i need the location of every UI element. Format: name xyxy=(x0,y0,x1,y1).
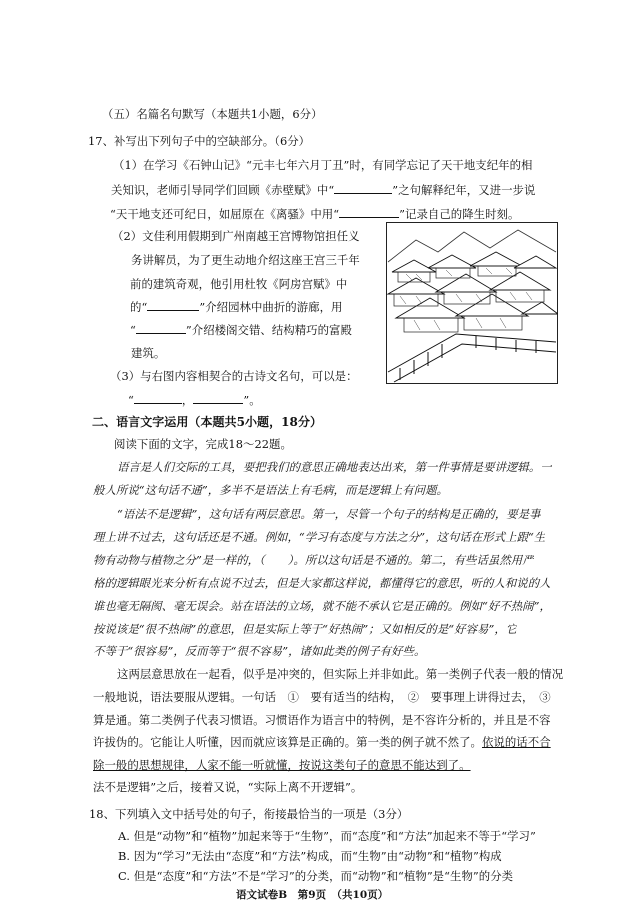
passage-line: 这两层意思放在一起看，似乎是冲突的，但实际上并非如此。第一类例子代表一般的情况 xyxy=(117,667,564,681)
passage-line: “语法不是逻辑”，这句话有两层意思。第一，尽管一个句子的结构是正确的，要是事 xyxy=(117,507,541,521)
page-footer: 语文试卷B 第9页 （共10页） xyxy=(236,889,389,901)
passage-line: 理上讲不过去，这句话还是不通。例如，“学习有态度与方法之分”，这句话在形式上跟“生 xyxy=(93,530,546,544)
q17-part1-line3: “天干地支还可纪日，如屈原在《离骚》中用“ ”记录自己的降生时刻。 xyxy=(110,207,520,221)
question-17-stem: 17、补写出下列句子中的空缺部分。（6分） xyxy=(88,134,311,148)
q17-part2-line2: 务讲解员，为了更生动地介绍这座王宫三千年 xyxy=(131,253,360,267)
q18-option-c[interactable]: C. 但是“态度”和“方法”不是“学习”的分类，而“动物”和“植物”是“生物”的分类 xyxy=(118,869,514,883)
passage-line: 一般地说，语法要服从逻辑。一句话 ① 要有适当的结构， ② 要事理上讲得过去， ③ xyxy=(93,690,551,704)
answer-blank[interactable] xyxy=(134,391,182,404)
answer-blank[interactable] xyxy=(136,321,186,334)
passage-line: 算是通。第二类例子代表习惯语。习惯语作为语言中的特例，是不容许分析的，并且是不容 xyxy=(93,713,551,727)
q18-option-b[interactable]: B. 因为“学习”无法由“态度”和“方法”构成，而“生物”由“动物”和“植物”构成 xyxy=(118,849,502,863)
q17-part2-line6: 建筑。 xyxy=(131,346,166,360)
answer-blank[interactable] xyxy=(339,205,399,218)
q17-part1-line2: 关知识，老师引导同学们回顾《赤壁赋》中“ ”之句解释纪年，又进一步说 xyxy=(111,183,536,197)
passage-line: 谁也毫无隔阂、毫无误会。站在语法的立场，就不能不承认它是正确的。例如“好不热闹”， xyxy=(93,599,551,613)
q17-part1-line1: （1）在学习《石钟山记》“元丰七年六月丁丑”时，有同学忘记了天干地支纪年的相 xyxy=(113,158,533,172)
section-heading: （五）名篇名句默写（本题共1小题，6分） xyxy=(102,107,323,121)
q18-option-a[interactable]: A. 但是“动物”和“植物”加起来等于“生物”，而“态度”和“方法”加起来不等于“学习” xyxy=(118,829,536,843)
q17-part3-line1: （3）与右图内容相契合的古诗文名句，可以是： xyxy=(110,369,358,383)
q17-part2-line5: “ ”介绍楼阁交错、结构精巧的富殿 xyxy=(130,323,352,337)
section-2-heading: 二、语言文字运用（本题共5小题，18分） xyxy=(92,415,323,429)
question-18-stem: 18、下列填入文中括号处的句子，衔接最恰当的一项是（3分） xyxy=(89,807,409,821)
passage-line: 不等于“很容易”，反而等于“很不容易”，诸如此类的例子有好些。 xyxy=(93,644,426,658)
section-2-intro: 阅读下面的文字，完成18～22题。 xyxy=(114,437,292,451)
q17-part2-line1: （2）文佳利用假期到广州南越王宫博物馆担任义 xyxy=(112,229,360,243)
passage-line: 物有动物与植物之分”是一样的，（ ）。所以这句话是不通的。第二，有些话虽然用严 xyxy=(93,553,534,567)
passage-line: 除一般的思想规律，人家不能一听就懂，按说这类句子的意思不能达到了。 xyxy=(93,758,471,772)
passage-line: 语言是人们交际的工具，要把我们的意思正确地表达出来，第一件事情是要讲逻辑。一 xyxy=(117,460,552,474)
passage-line: 格的逻辑眼光来分析有点说不过去，但是大家都这样说，都懂得它的意思，听的人和说的人 xyxy=(93,576,551,590)
passage-line: 按说该是“很不热闹”的意思，但是实际上等于“好热闹”；又如相反的是“好容易”，它 xyxy=(93,622,518,636)
underlined-sentence: 依说的话不合 xyxy=(481,735,551,749)
ancient-palace-drawing-icon xyxy=(386,222,558,384)
q17-part2-line4: 的“ ”介绍园林中曲折的游廊，用 xyxy=(130,300,343,314)
passage-line: 许拔伪的。它能让人听懂，因而就应该算是正确的。第一类的例子就不然了。依说的话不合 xyxy=(93,735,551,749)
q17-part2-line3: 前的建筑奇观，他引用杜牧《阿房宫赋》中 xyxy=(130,277,348,291)
answer-blank[interactable] xyxy=(147,298,199,311)
answer-blank[interactable] xyxy=(193,391,243,404)
q17-part3-line2: “ ， ”。 xyxy=(128,393,261,407)
passage-line: 法不是逻辑”之后，接着又说，“实际上离不开逻辑”。 xyxy=(93,780,363,794)
passage-line: 般人所说“这句话不通”，多半不是语法上有毛病，而是逻辑上有问题。 xyxy=(93,483,448,497)
answer-blank[interactable] xyxy=(334,181,392,194)
